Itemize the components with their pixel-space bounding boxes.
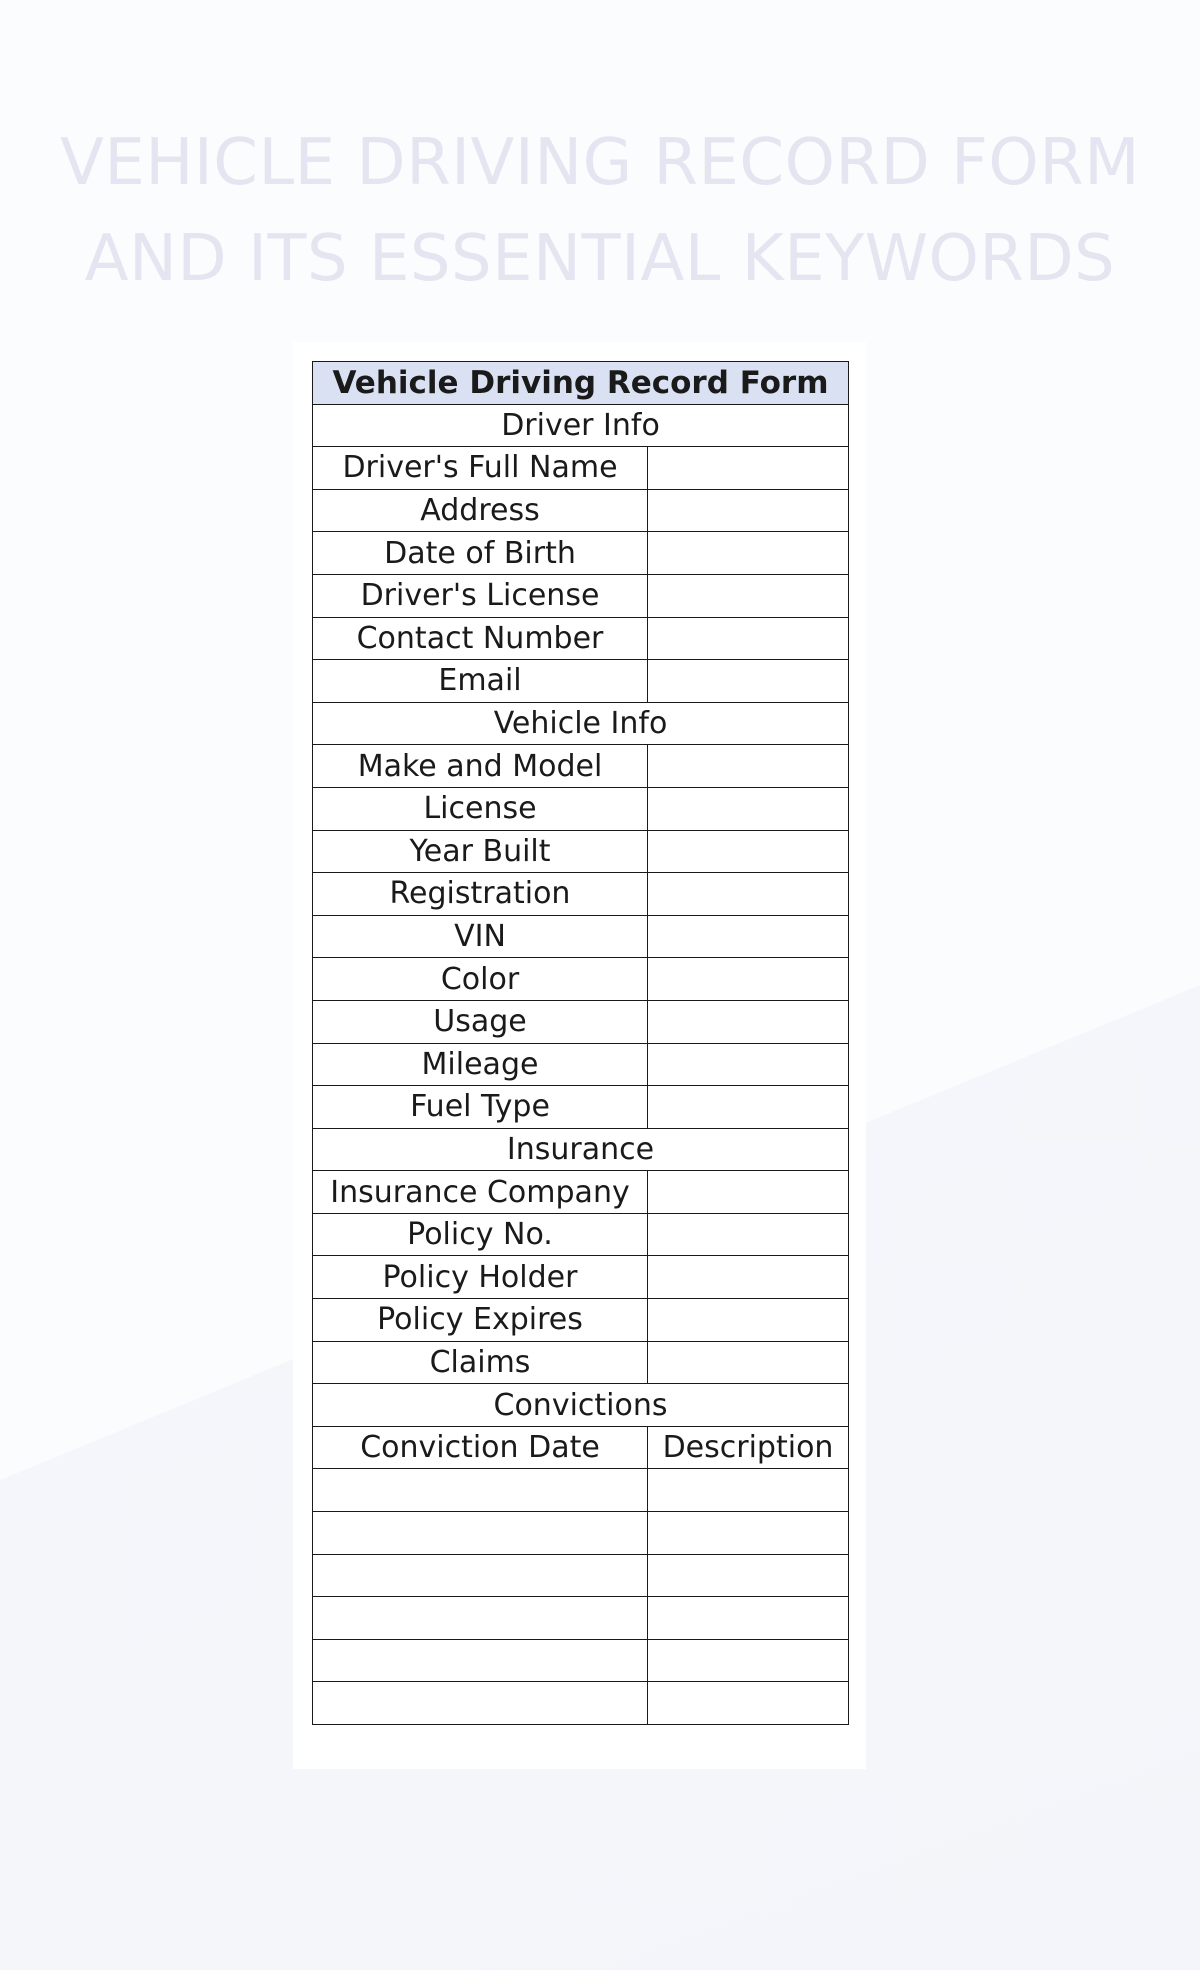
field-label: Email — [313, 660, 648, 703]
conviction-row — [313, 1512, 849, 1555]
field-label: Contact Number — [313, 617, 648, 660]
field-row-registration — [313, 873, 849, 916]
conviction-description-cell[interactable] — [648, 1554, 849, 1597]
field-row-year-built — [313, 830, 849, 873]
drivers-license-field[interactable] — [648, 574, 849, 617]
conviction-row — [313, 1554, 849, 1597]
mileage-field[interactable] — [648, 1043, 849, 1086]
field-row-claims — [313, 1341, 849, 1384]
usage-field[interactable] — [648, 1000, 849, 1043]
conviction-description-cell[interactable] — [648, 1597, 849, 1640]
field-row-color — [313, 958, 849, 1001]
conviction-date-cell[interactable] — [313, 1597, 648, 1640]
column-header-description: Description — [648, 1426, 849, 1469]
field-row-make-and-model — [313, 745, 849, 788]
conviction-date-cell[interactable] — [313, 1554, 648, 1597]
conviction-row — [313, 1682, 849, 1725]
field-label: Make and Model — [313, 745, 648, 788]
field-row-address — [313, 489, 849, 532]
contact-number-field[interactable] — [648, 617, 849, 660]
field-label: Fuel Type — [313, 1086, 648, 1129]
field-row-contact-number — [313, 617, 849, 660]
page-title-line-1: VEHICLE DRIVING RECORD FORM — [60, 126, 1140, 200]
field-label: Claims — [313, 1341, 648, 1384]
date-of-birth-field[interactable] — [648, 532, 849, 575]
claims-field[interactable] — [648, 1341, 849, 1384]
page-title — [60, 115, 1140, 307]
convictions-header-row — [313, 1426, 849, 1469]
policy-holder-field[interactable] — [648, 1256, 849, 1299]
field-label: Policy Holder — [313, 1256, 648, 1299]
field-label: Driver's Full Name — [313, 447, 648, 490]
conviction-date-cell[interactable] — [313, 1682, 648, 1725]
conviction-date-cell[interactable] — [313, 1639, 648, 1682]
section-row-insurance — [313, 1128, 849, 1171]
conviction-date-cell[interactable] — [313, 1469, 648, 1512]
section-heading-convictions: Convictions — [313, 1384, 849, 1427]
field-row-vin — [313, 915, 849, 958]
field-label: Driver's License — [313, 574, 648, 617]
section-heading-vehicle-info: Vehicle Info — [313, 702, 849, 745]
field-row-usage — [313, 1000, 849, 1043]
field-label: VIN — [313, 915, 648, 958]
conviction-row — [313, 1639, 849, 1682]
form-sheet — [293, 342, 866, 1769]
section-heading-insurance: Insurance — [313, 1128, 849, 1171]
address-field[interactable] — [648, 489, 849, 532]
field-row-policy-holder — [313, 1256, 849, 1299]
page-title-line-2: AND ITS ESSENTIAL KEYWORDS — [84, 222, 1116, 296]
field-row-mileage — [313, 1043, 849, 1086]
field-row-date-of-birth — [313, 532, 849, 575]
field-row-insurance-company — [313, 1171, 849, 1214]
field-label: Mileage — [313, 1043, 648, 1086]
field-label: Insurance Company — [313, 1171, 648, 1214]
field-row-policy-expires — [313, 1299, 849, 1342]
registration-field[interactable] — [648, 873, 849, 916]
email-field[interactable] — [648, 660, 849, 703]
policy-no-field[interactable] — [648, 1213, 849, 1256]
field-row-policy-no — [313, 1213, 849, 1256]
license-field[interactable] — [648, 787, 849, 830]
field-row-drivers-full-name — [313, 447, 849, 490]
field-label: Color — [313, 958, 648, 1001]
conviction-row — [313, 1469, 849, 1512]
field-row-drivers-license — [313, 574, 849, 617]
make-and-model-field[interactable] — [648, 745, 849, 788]
vehicle-driving-record-table — [312, 361, 849, 1725]
section-row-vehicle-info — [313, 702, 849, 745]
vin-field[interactable] — [648, 915, 849, 958]
section-row-convictions — [313, 1384, 849, 1427]
drivers-full-name-field[interactable] — [648, 447, 849, 490]
conviction-description-cell[interactable] — [648, 1469, 849, 1512]
field-label: License — [313, 787, 648, 830]
insurance-company-field[interactable] — [648, 1171, 849, 1214]
conviction-row — [313, 1597, 849, 1640]
field-label: Usage — [313, 1000, 648, 1043]
column-header-conviction-date: Conviction Date — [313, 1426, 648, 1469]
field-label: Policy Expires — [313, 1299, 648, 1342]
section-row-driver-info — [313, 404, 849, 447]
policy-expires-field[interactable] — [648, 1299, 849, 1342]
field-label: Policy No. — [313, 1213, 648, 1256]
conviction-description-cell[interactable] — [648, 1682, 849, 1725]
field-row-email — [313, 660, 849, 703]
year-built-field[interactable] — [648, 830, 849, 873]
field-label: Registration — [313, 873, 648, 916]
field-row-license — [313, 787, 849, 830]
conviction-description-cell[interactable] — [648, 1639, 849, 1682]
field-label: Date of Birth — [313, 532, 648, 575]
field-label: Year Built — [313, 830, 648, 873]
field-label: Address — [313, 489, 648, 532]
field-row-fuel-type — [313, 1086, 849, 1129]
color-field[interactable] — [648, 958, 849, 1001]
form-title-row — [313, 362, 849, 405]
section-heading-driver-info: Driver Info — [313, 404, 849, 447]
conviction-date-cell[interactable] — [313, 1512, 648, 1555]
conviction-description-cell[interactable] — [648, 1512, 849, 1555]
form-title: Vehicle Driving Record Form — [313, 362, 849, 405]
fuel-type-field[interactable] — [648, 1086, 849, 1129]
